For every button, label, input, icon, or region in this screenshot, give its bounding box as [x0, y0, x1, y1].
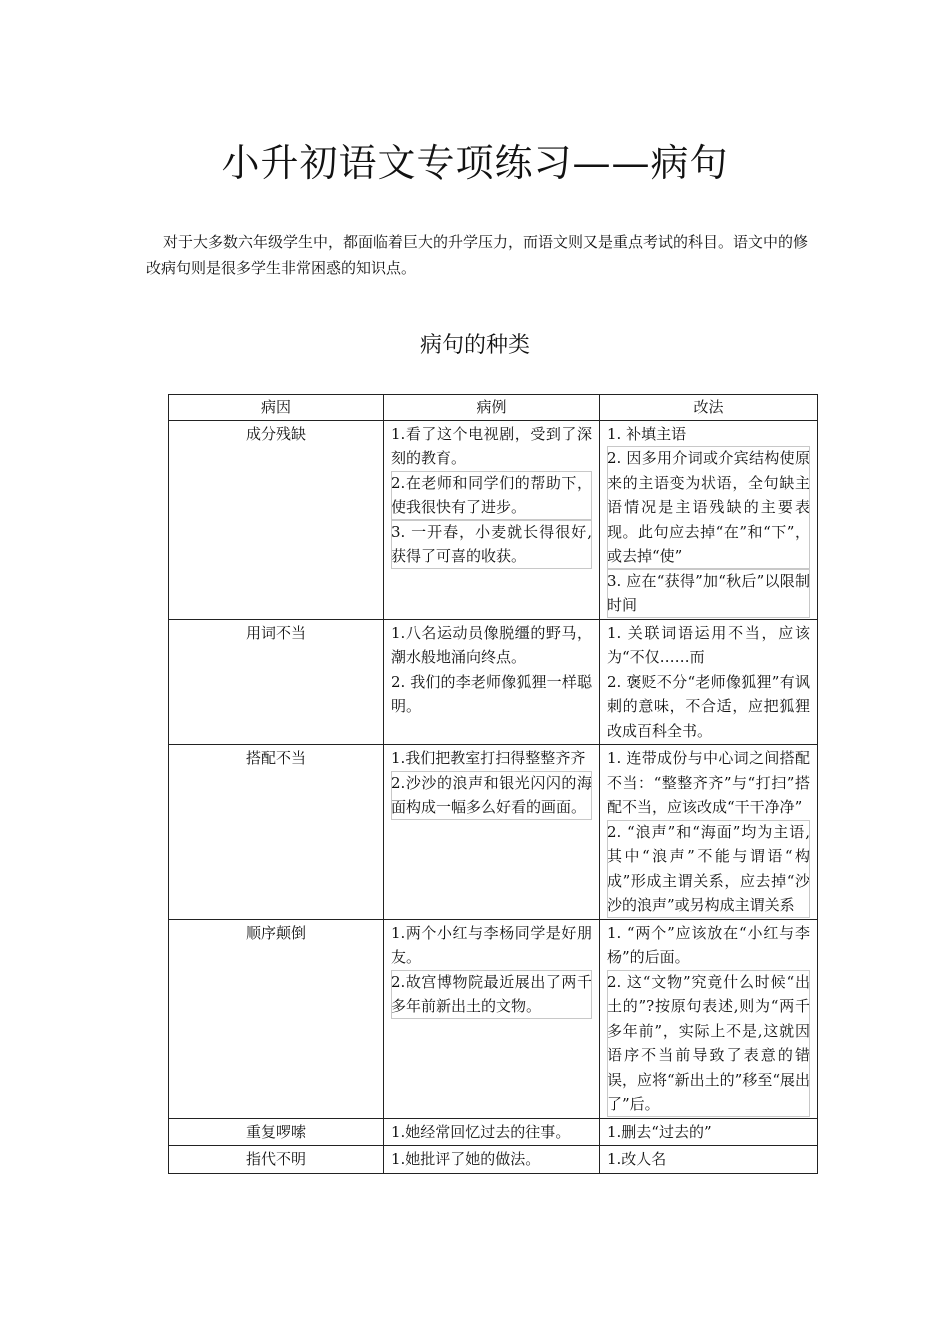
fix-item: 1.改人名 — [607, 1150, 667, 1168]
fix-cell — [600, 745, 818, 920]
table-row — [169, 619, 818, 745]
fix-cell — [600, 1118, 818, 1146]
header-fix: 改法 — [600, 395, 818, 421]
fix-cell — [600, 420, 818, 619]
fix-item: 1. 连带成份与中心词之间搭配不当：“整整齐齐”与“打扫”搭配不当，应该改成“干干净净” — [607, 749, 810, 816]
table-header-row — [169, 395, 818, 421]
section-subtitle: 病句的种类 — [419, 333, 530, 358]
example-cell — [384, 619, 600, 745]
table-row — [169, 919, 818, 1118]
example-item: 2.在老师和同学们的帮助下，使我很快有了进步。 — [391, 471, 592, 520]
fix-item: 1.删去“过去的” — [607, 1122, 712, 1141]
example-cell — [384, 420, 600, 619]
fix-cell — [600, 1146, 818, 1174]
example-item: 1.看了这个电视剧，受到了深刻的教育。 — [391, 424, 592, 467]
fix-item: 2. 因多用介词或介宾结构使原来的主语变为状语，全句缺主语情况是主语残缺的主要表现。此句应去掉“在”和“下”，或去掉“使” — [607, 446, 810, 569]
fix-cell — [600, 919, 818, 1118]
example-cell — [384, 745, 600, 920]
example-item: 1.八名运动员像脱缰的野马，潮水般地涌向终点。 — [391, 623, 592, 666]
intro-paragraph: 对于大多数六年级学生中，都面临着巨大的升学压力，而语文则又是重点考试的科目。语文中的修改病句则是很多学生非常困惑的知识点。 — [146, 233, 809, 277]
example-item: 3. 一开春，小麦就长得很好,获得了可喜的收获。 — [391, 520, 592, 569]
cause-cell: 重复啰嗦 — [169, 1118, 384, 1146]
example-cell — [384, 919, 600, 1118]
example-item: 2.沙沙的浪声和银光闪闪的海面构成一幅多么好看的画面。 — [391, 771, 592, 820]
fix-item: 1. 补填主语 — [607, 424, 687, 443]
fix-item: 2. “浪声”和“海面”均为主语,其中“浪声”不能与谓语“构成”形成主谓关系，应去掉“沙沙的浪声”或另构成主谓关系 — [607, 820, 810, 918]
cause-cell: 搭配不当 — [169, 745, 384, 920]
table-row — [169, 420, 818, 619]
example-item: 1.她批评了她的做法。 — [391, 1150, 541, 1168]
document-title: 小升初语文专项练习——病句 — [221, 141, 729, 185]
fix-item: 2. 这“文物”究竟什么时候“出土的”?按原句表述,则为“两千多年前”，实际上不是,这就因语序不当前导致了表意的错误，应将“新出土的”移至“展出了”后。 — [607, 970, 810, 1117]
example-item: 1.两个小红与李杨同学是好朋友。 — [391, 923, 592, 966]
cause-cell: 用词不当 — [169, 619, 384, 745]
fix-item: 3. 应在“获得”加“秋后”以限制时间 — [607, 569, 810, 618]
error-types-table — [168, 394, 818, 1174]
example-item: 1.她经常回忆过去的往事。 — [391, 1122, 571, 1141]
table-row — [169, 1146, 818, 1174]
fix-cell — [600, 619, 818, 745]
fix-item: 2. 褒贬不分“老师像狐狸”有讽刺的意味，不合适，应把狐狸改成百科全书。 — [607, 672, 810, 740]
example-item: 1.我们把教室打扫得整整齐齐 — [391, 749, 586, 767]
header-example: 病例 — [384, 395, 600, 421]
example-item: 2.故宫博物院最近展出了两千多年前新出土的文物。 — [391, 970, 592, 1019]
table-row — [169, 745, 818, 920]
example-cell — [384, 1118, 600, 1146]
table-row — [169, 1118, 818, 1146]
example-cell — [384, 1146, 600, 1174]
example-item: 2. 我们的李老师像狐狸一样聪明。 — [391, 672, 592, 715]
cause-cell: 顺序颠倒 — [169, 919, 384, 1118]
fix-item: 1. “两个”应该放在“小红与李杨”的后面。 — [607, 923, 810, 966]
cause-cell: 指代不明 — [169, 1146, 384, 1174]
fix-item: 1. 关联词语运用不当，应该为“不仅……而 — [607, 623, 810, 666]
header-cause: 病因 — [169, 395, 384, 421]
cause-cell: 成分残缺 — [169, 420, 384, 619]
